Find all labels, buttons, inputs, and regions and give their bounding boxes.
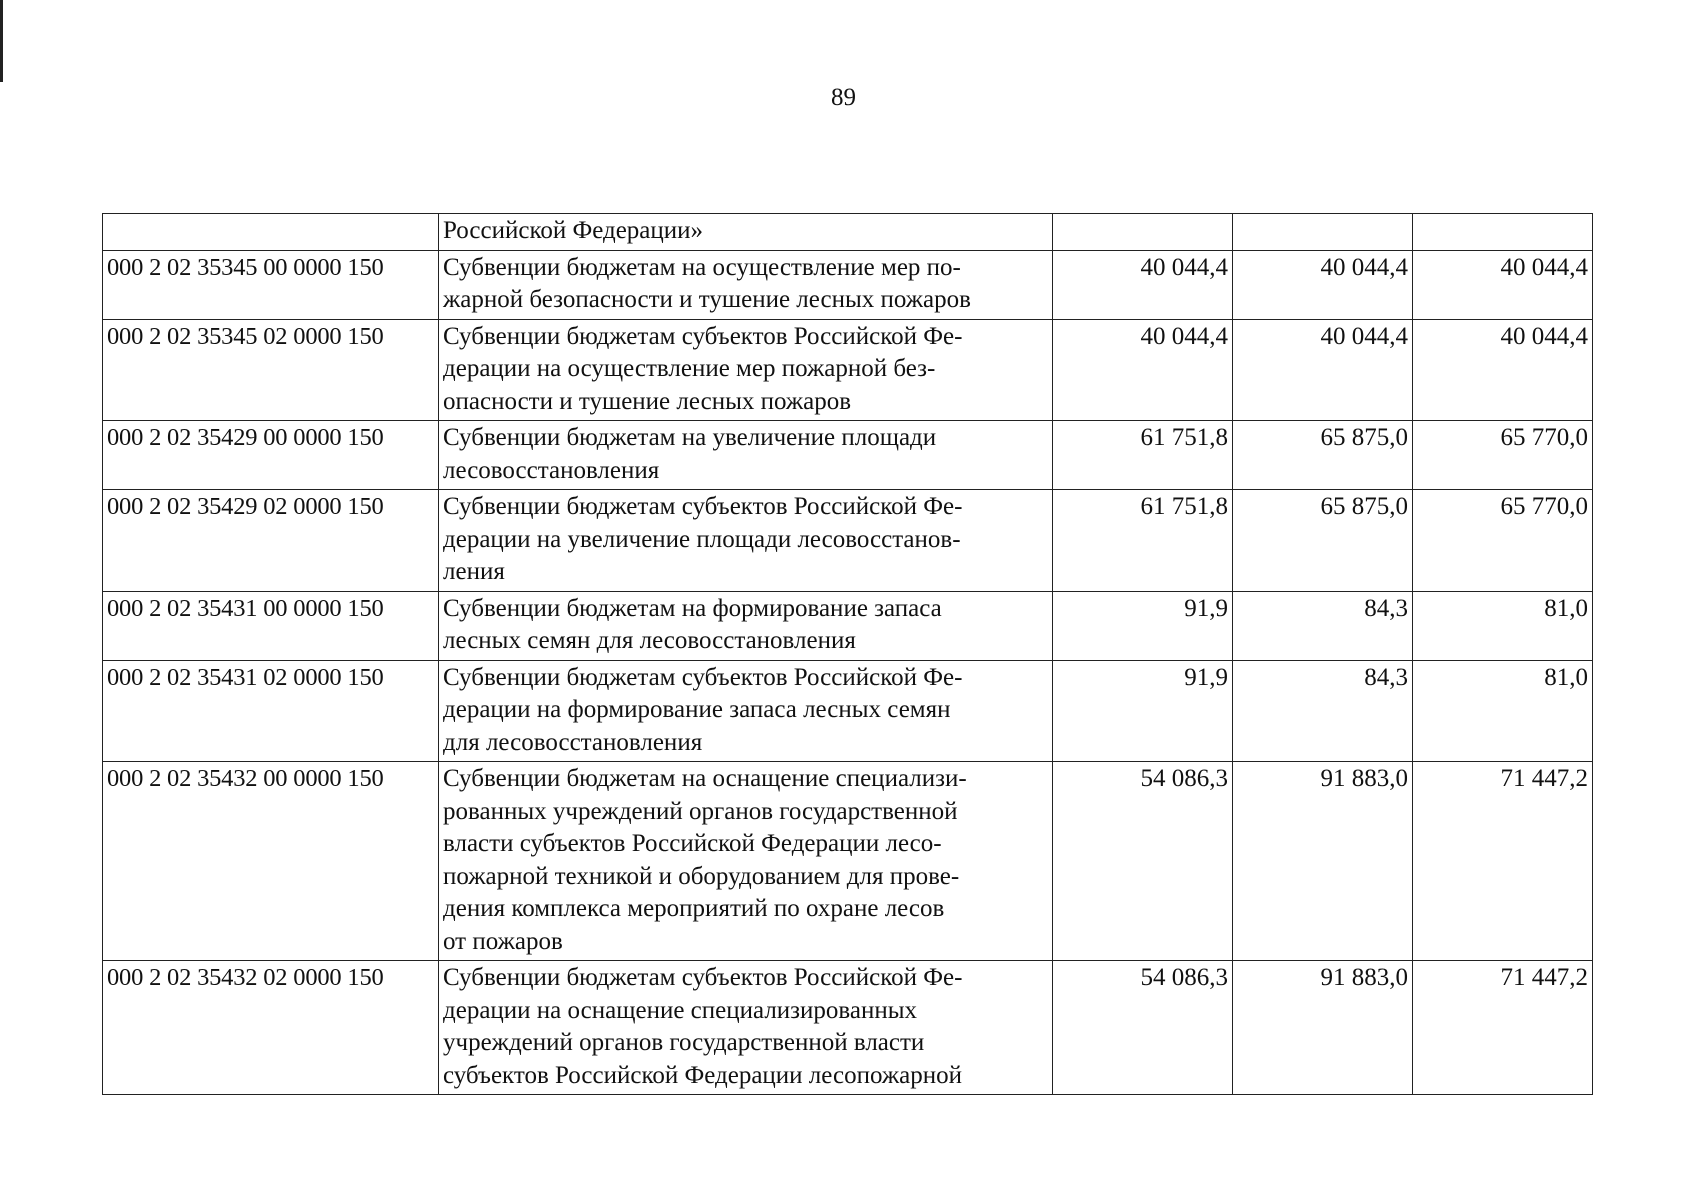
name-line: дерации на осуществление мер пожарной без- xyxy=(443,355,936,382)
budget-name-cell xyxy=(439,660,1053,762)
name-line: Субвенции бюджетам на осуществление мер по- xyxy=(443,253,961,281)
name-line: власти субъектов Российской Федерации лесо- xyxy=(443,830,942,857)
amount-cell-1: 40 044,4 xyxy=(1053,319,1233,421)
table-row xyxy=(103,591,1593,660)
name-line: рованных учреждений органов государственной xyxy=(443,797,958,825)
amount-cell-1: 40 044,4 xyxy=(1053,250,1233,319)
name-line: лесных семян для лесовосстановления xyxy=(443,627,856,654)
name-line: Субвенции бюджетам на оснащение специализи- xyxy=(443,765,967,792)
amount-cell-2: 40 044,4 xyxy=(1233,250,1413,319)
budget-table-body xyxy=(103,214,1593,1095)
amount-cell-3: 40 044,4 xyxy=(1413,250,1593,319)
name-line: жарной безопасности и тушение лесных пожаров xyxy=(443,286,971,313)
amount-cell-1: 91,9 xyxy=(1053,660,1233,762)
name-line: Субвенции бюджетам субъектов Российской Фе- xyxy=(443,964,963,991)
name-line: субъектов Российской Федерации лесопожарной xyxy=(443,1061,962,1089)
budget-name-cell xyxy=(439,250,1053,319)
amount-cell-2: 91 883,0 xyxy=(1233,762,1413,961)
amount-cell-1: 91,9 xyxy=(1053,591,1233,660)
name-line: от пожаров xyxy=(443,927,563,955)
scan-edge-mark xyxy=(0,0,3,82)
name-line: дерации на оснащение специализированных xyxy=(443,996,918,1024)
name-line: для лесовосстановления xyxy=(443,728,703,756)
budget-code-cell: 000 2 02 35432 02 0000 150 xyxy=(103,961,439,1095)
table-row xyxy=(103,762,1593,961)
page-number: 89 xyxy=(831,84,856,111)
amount-cell-3: 71 447,2 xyxy=(1413,961,1593,1095)
name-line: Субвенции бюджетам субъектов Российской Фе- xyxy=(443,322,963,350)
budget-code-cell: 000 2 02 35345 00 0000 150 xyxy=(103,250,439,319)
amount-cell-3: 71 447,2 xyxy=(1413,762,1593,961)
name-line: лесовосстановления xyxy=(443,456,660,484)
table-row xyxy=(103,214,1593,251)
budget-code-cell: 000 2 02 35432 00 0000 150 xyxy=(103,762,439,961)
amount-cell-1: 54 086,3 xyxy=(1053,961,1233,1095)
amount-cell-1: 61 751,8 xyxy=(1053,421,1233,490)
budget-code-cell: 000 2 02 35345 02 0000 150 xyxy=(103,319,439,421)
budget-name-cell xyxy=(439,490,1053,592)
amount-cell-2: 65 875,0 xyxy=(1233,421,1413,490)
name-line: Российской Федерации» xyxy=(443,217,704,244)
table-row xyxy=(103,319,1593,421)
name-line: дерации на увеличение площади лесовосстанов- xyxy=(443,525,961,553)
table-row xyxy=(103,490,1593,592)
name-line: учреждений органов государственной власти xyxy=(443,1029,925,1056)
amount-cell-3 xyxy=(1413,214,1593,251)
budget-name-cell xyxy=(439,319,1053,421)
budget-name-cell xyxy=(439,961,1053,1095)
budget-name-cell xyxy=(439,762,1053,961)
amount-cell-2: 84,3 xyxy=(1233,660,1413,762)
budget-code-cell: 000 2 02 35431 02 0000 150 xyxy=(103,660,439,762)
name-line: Субвенции бюджетам субъектов Российской Фе- xyxy=(443,663,963,691)
table-row xyxy=(103,961,1593,1095)
amount-cell-2 xyxy=(1233,214,1413,251)
amount-cell-2: 84,3 xyxy=(1233,591,1413,660)
amount-cell-3: 65 770,0 xyxy=(1413,421,1593,490)
amount-cell-3: 65 770,0 xyxy=(1413,490,1593,592)
name-line: опасности и тушение лесных пожаров xyxy=(443,387,852,415)
name-line: ления xyxy=(443,558,505,585)
amount-cell-2: 40 044,4 xyxy=(1233,319,1413,421)
amount-cell-3: 40 044,4 xyxy=(1413,319,1593,421)
amount-cell-1: 61 751,8 xyxy=(1053,490,1233,592)
budget-code-cell: 000 2 02 35429 00 0000 150 xyxy=(103,421,439,490)
amount-cell-1 xyxy=(1053,214,1233,251)
budget-table xyxy=(102,213,1593,1095)
budget-code-cell: 000 2 02 35431 00 0000 150 xyxy=(103,591,439,660)
budget-code-cell: 000 2 02 35429 02 0000 150 xyxy=(103,490,439,592)
name-line: дерации на формирование запаса лесных семян xyxy=(443,696,951,723)
name-line: пожарной техникой и оборудованием для прове- xyxy=(443,862,960,890)
table-row xyxy=(103,421,1593,490)
name-line: дения комплекса мероприятий по охране лесов xyxy=(443,895,945,922)
amount-cell-3: 81,0 xyxy=(1413,660,1593,762)
budget-code-cell xyxy=(103,214,439,251)
name-line: Субвенции бюджетам на увеличение площади xyxy=(443,424,937,451)
budget-name-cell xyxy=(439,421,1053,490)
name-line: Субвенции бюджетам на формирование запаса xyxy=(443,594,942,622)
amount-cell-1: 54 086,3 xyxy=(1053,762,1233,961)
table-row xyxy=(103,660,1593,762)
amount-cell-2: 91 883,0 xyxy=(1233,961,1413,1095)
name-line: Субвенции бюджетам субъектов Российской Фе- xyxy=(443,493,963,520)
table-row xyxy=(103,250,1593,319)
budget-name-cell xyxy=(439,591,1053,660)
amount-cell-2: 65 875,0 xyxy=(1233,490,1413,592)
amount-cell-3: 81,0 xyxy=(1413,591,1593,660)
budget-name-cell xyxy=(439,214,1053,251)
